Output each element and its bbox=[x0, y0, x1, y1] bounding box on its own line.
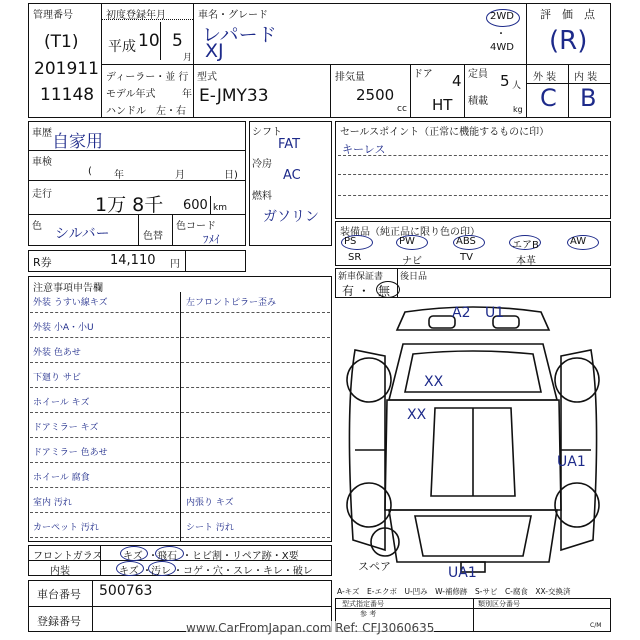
front-circled-1: キズ bbox=[123, 551, 143, 562]
insp-year-unit: 年 bbox=[114, 170, 124, 181]
capacity-label: 定員 bbox=[468, 69, 488, 80]
car-grade: XJ bbox=[205, 40, 224, 62]
int-rest: ・コゲ・穴・スレ・キレ・破レ bbox=[173, 566, 313, 577]
mark-ua1-2: UA1 bbox=[448, 565, 477, 581]
note-left-3: 下廻り サビ bbox=[33, 373, 81, 383]
note-right-9: シート 汚れ bbox=[186, 523, 234, 533]
inspection-label: 車検 bbox=[32, 157, 52, 168]
equip-item-r2-2: TV bbox=[460, 252, 473, 263]
color-code-value: ﾌﾒｲ bbox=[203, 233, 220, 246]
ac-label: 冷房 bbox=[252, 159, 272, 170]
note-left-0: 外装 うすい線キズ bbox=[33, 298, 108, 308]
model-note-label: 型式指定番号 bbox=[342, 600, 384, 608]
fuel-label: 燃料 bbox=[252, 191, 272, 202]
recycle-unit: 円 bbox=[170, 259, 180, 270]
displacement: 2500 bbox=[356, 86, 395, 104]
note-left-2: 外装 色あせ bbox=[33, 348, 81, 358]
load-unit: kg bbox=[513, 105, 523, 114]
ac-value: AC bbox=[283, 168, 301, 183]
int-label: 内装 bbox=[50, 566, 70, 577]
equip-item-3: エアB bbox=[512, 240, 539, 251]
equip-item-r2-0: SR bbox=[348, 252, 362, 263]
chassis-label: 車台番号 bbox=[37, 588, 81, 601]
load-label: 積載 bbox=[468, 96, 488, 107]
drive-dot: ・ bbox=[496, 29, 506, 40]
model-label: 型式 bbox=[197, 72, 217, 83]
drive-2wd: 2WD bbox=[490, 11, 514, 22]
door-label: ドア bbox=[413, 69, 433, 80]
history-label: 車歴 bbox=[32, 128, 52, 139]
int-circled-2: 汚レ bbox=[151, 566, 171, 577]
equip-item-4: AW bbox=[570, 236, 587, 247]
fuel-value: ガソリン bbox=[263, 209, 319, 225]
interior-label: 内 装 bbox=[574, 72, 598, 83]
kanri-num2: 11148 bbox=[40, 85, 95, 105]
mileage-value: 1万 8千 bbox=[95, 194, 164, 216]
mileage-label: 走行 bbox=[32, 189, 52, 200]
warranty-label: 新車保証書 bbox=[338, 272, 384, 282]
kanri-num1: 201911 bbox=[34, 59, 99, 79]
mark-ua1-1: UA1 bbox=[557, 454, 586, 470]
equip-item-2: ABS bbox=[456, 236, 476, 247]
doors: 4 bbox=[452, 72, 462, 90]
note-left-5: ドアミラー キズ bbox=[33, 423, 99, 433]
car-diagram bbox=[335, 300, 611, 585]
shift-value: FAT bbox=[278, 137, 301, 152]
capacity-unit: 人 bbox=[512, 81, 522, 91]
color-value: シルバー bbox=[55, 226, 110, 242]
equipment-label: 装備品（純正品に限り色の印） bbox=[340, 227, 480, 238]
note-left-1: 外装 小A・小U bbox=[33, 323, 94, 333]
equip-item-1: PW bbox=[399, 236, 415, 247]
exterior-label: 外 装 bbox=[533, 72, 557, 83]
handle-label: ハンドル 左・右 bbox=[106, 106, 186, 117]
rating: (R) bbox=[549, 26, 588, 56]
equip-item-r2-3: 本革 bbox=[516, 256, 536, 267]
equip-item-r2-1: ナビ bbox=[402, 256, 422, 267]
recycle-value: 14,110 bbox=[110, 253, 156, 268]
watermark: www.CarFromJapan.com Ref: CFJ3060635 bbox=[186, 621, 435, 635]
model-code: E-JMY33 bbox=[199, 86, 269, 106]
capacity: 5 bbox=[500, 72, 510, 90]
rating-label: 評 価 点 bbox=[540, 8, 595, 21]
notes-label: 注意事項申告欄 bbox=[33, 283, 103, 294]
mark-a2: A2 bbox=[452, 305, 471, 321]
color-label: 色 bbox=[32, 221, 42, 232]
damage-legend: A-キズ E-エクボ U-凹み W-補修跡 S-サビ C-腐食 XX-交換済 bbox=[337, 587, 571, 596]
reg-month-unit: 月 bbox=[183, 53, 193, 63]
ref-label-1: 参 考 bbox=[360, 610, 377, 618]
insp-month-unit: 月 bbox=[175, 170, 185, 181]
warranty-value: 有 ・ bbox=[342, 284, 370, 298]
car-name: レパード bbox=[202, 24, 277, 46]
note-left-7: ホイール 腐食 bbox=[33, 473, 90, 483]
equip-item-0: PS bbox=[344, 236, 357, 247]
body-type: HT bbox=[432, 96, 453, 114]
spare-label: スペア bbox=[358, 560, 391, 573]
sales-item: キーレス bbox=[342, 143, 386, 156]
displacement-unit: cc bbox=[397, 104, 407, 114]
reg-number-label: 登録番号 bbox=[37, 615, 81, 628]
drive-4wd: 4WD bbox=[490, 42, 514, 53]
era: 平成 bbox=[108, 39, 136, 55]
first-reg-label: 初度登録年月 bbox=[106, 10, 166, 21]
reg-month: 5 bbox=[172, 31, 183, 51]
note-left-9: カーペット 汚れ bbox=[33, 523, 99, 533]
displacement-label: 排気量 bbox=[335, 72, 365, 83]
front-circled-2: 飛石 bbox=[157, 551, 177, 562]
interior-grade: B bbox=[580, 84, 597, 112]
mark-xx-1: XX bbox=[424, 374, 444, 390]
sales-label: セールスポイント（正常に機能するものに印） bbox=[340, 127, 550, 138]
recycle-label: R券 bbox=[33, 256, 52, 269]
mark-xx-2: XX bbox=[407, 407, 427, 423]
mileage-unit: km bbox=[213, 203, 227, 213]
int-circled-1: キズ bbox=[119, 566, 139, 577]
exterior-grade: C bbox=[540, 84, 557, 112]
class-note-label: 類別区分番号 bbox=[478, 600, 520, 608]
car-name-label: 車名・グレード bbox=[198, 10, 268, 21]
insp-paren: ( bbox=[88, 166, 92, 177]
color-code-label: 色コード bbox=[176, 221, 216, 232]
history-value: 自家用 bbox=[52, 132, 103, 152]
front-glass-label: フロントガラス bbox=[33, 551, 103, 562]
warranty-circled: 無 bbox=[378, 284, 391, 298]
repaint-label: 色替 bbox=[143, 231, 163, 242]
note-right-0: 左フロントピラー歪み bbox=[186, 298, 277, 308]
model-year-label: モデル年式 bbox=[106, 89, 156, 100]
reg-year: 10 bbox=[138, 31, 160, 51]
model-year-unit: 年 bbox=[182, 89, 192, 100]
chassis-value: 500763 bbox=[99, 583, 153, 599]
kanri-t: (T1) bbox=[44, 32, 79, 52]
dealer-label: ディーラー・並 行 bbox=[106, 72, 189, 83]
note-left-8: 室内 汚れ bbox=[33, 498, 72, 508]
note-left-6: ドアミラー 色あせ bbox=[33, 448, 108, 458]
later-label: 後日品 bbox=[400, 272, 428, 282]
mark-u1: U1 bbox=[485, 305, 505, 321]
mileage-sub: 600 bbox=[183, 198, 208, 213]
shift-label: シフト bbox=[252, 127, 282, 138]
note-right-8: 内張り キズ bbox=[186, 498, 234, 508]
note-left-4: ホイール キズ bbox=[33, 398, 90, 408]
kanri-label: 管理番号 bbox=[33, 10, 73, 21]
cm-label: C/M bbox=[590, 622, 602, 629]
front-rest: ・ヒビ割・リペア跡・X要 bbox=[182, 551, 299, 562]
insp-day-unit: 日) bbox=[224, 170, 238, 181]
